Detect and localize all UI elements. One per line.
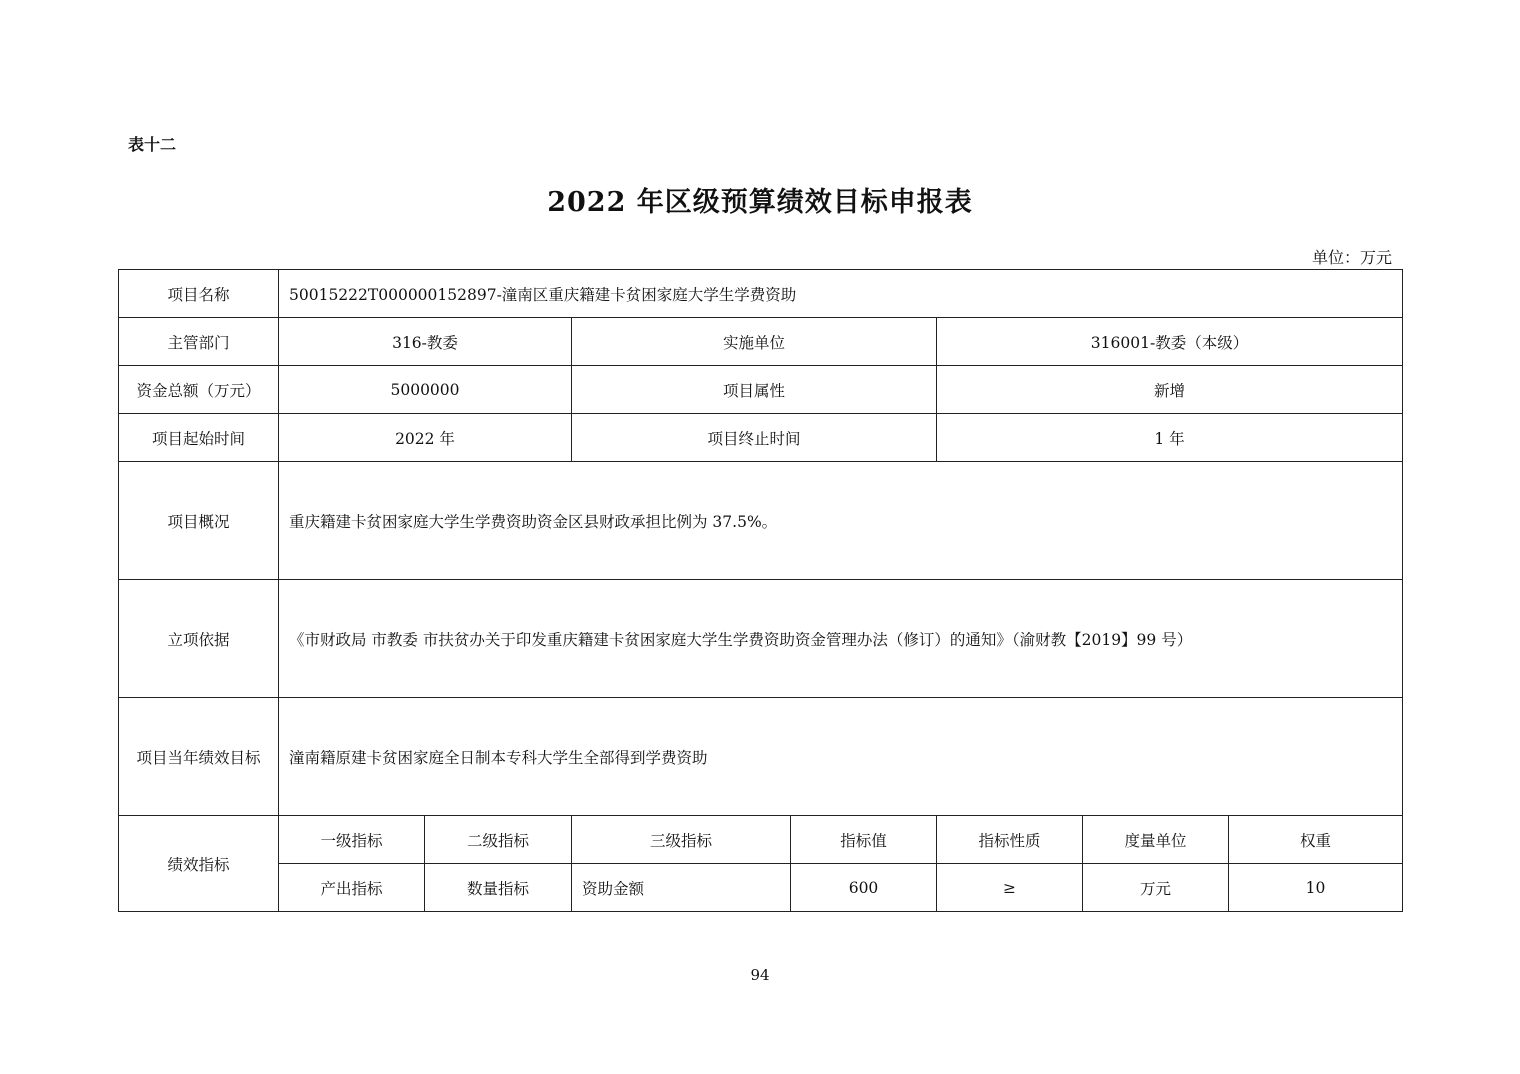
attr-value: 新增 bbox=[937, 366, 1403, 414]
indicator-header: 度量单位 bbox=[1083, 816, 1229, 864]
start-time-label: 项目起始时间 bbox=[119, 414, 279, 462]
row-goal bbox=[119, 698, 1403, 816]
goal-value: 潼南籍原建卡贫困家庭全日制本专科大学生全部得到学费资助 bbox=[279, 698, 1403, 816]
budget-performance-table bbox=[118, 269, 1403, 912]
basis-label: 立项依据 bbox=[119, 580, 279, 698]
indicator-weight: 10 bbox=[1229, 864, 1403, 912]
indicator-header: 三级指标 bbox=[572, 816, 791, 864]
indicator-level3: 资助金额 bbox=[572, 864, 791, 912]
indicator-header: 权重 bbox=[1229, 816, 1403, 864]
row-basis bbox=[119, 580, 1403, 698]
unit-note: 单位：万元 bbox=[1311, 248, 1392, 267]
start-time-value: 2022 年 bbox=[279, 414, 572, 462]
indicator-unit: 万元 bbox=[1083, 864, 1229, 912]
indicators-label: 绩效指标 bbox=[119, 816, 279, 912]
indicator-header: 指标性质 bbox=[937, 816, 1083, 864]
indicator-level2: 数量指标 bbox=[425, 864, 572, 912]
overview-value: 重庆籍建卡贫困家庭大学生学费资助资金区县财政承担比例为 37.5%。 bbox=[279, 462, 1403, 580]
funds-label: 资金总额（万元） bbox=[119, 366, 279, 414]
row-overview bbox=[119, 462, 1403, 580]
table-number-label: 表十二 bbox=[128, 135, 177, 154]
indicator-level1: 产出指标 bbox=[279, 864, 425, 912]
funds-value: 5000000 bbox=[279, 366, 572, 414]
row-time bbox=[119, 414, 1403, 462]
page-number: 94 bbox=[750, 966, 770, 984]
attr-label: 项目属性 bbox=[572, 366, 937, 414]
row-department bbox=[119, 318, 1403, 366]
indicator-header-row bbox=[119, 816, 1403, 864]
project-name-value: 50015222T000000152897-潼南区重庆籍建卡贫困家庭大学生学费资助 bbox=[279, 270, 1403, 318]
goal-label: 项目当年绩效目标 bbox=[119, 698, 279, 816]
indicator-value: 600 bbox=[791, 864, 937, 912]
end-time-value: 1 年 bbox=[937, 414, 1403, 462]
document-title: 2022 年区级预算绩效目标申报表 bbox=[547, 187, 973, 218]
basis-value: 《市财政局 市教委 市扶贫办关于印发重庆籍建卡贫困家庭大学生学费资助资金管理办法（修订）的通知》（渝财教【2019】99 号） bbox=[279, 580, 1403, 698]
impl-unit-value: 316001-教委（本级） bbox=[937, 318, 1403, 366]
dept-value: 316-教委 bbox=[279, 318, 572, 366]
dept-label: 主管部门 bbox=[119, 318, 279, 366]
indicator-row bbox=[119, 864, 1403, 912]
indicator-header: 一级指标 bbox=[279, 816, 425, 864]
impl-unit-label: 实施单位 bbox=[572, 318, 937, 366]
project-name-label: 项目名称 bbox=[119, 270, 279, 318]
indicator-header: 指标值 bbox=[791, 816, 937, 864]
indicator-header: 二级指标 bbox=[425, 816, 572, 864]
row-project-name bbox=[119, 270, 1403, 318]
end-time-label: 项目终止时间 bbox=[572, 414, 937, 462]
row-funds bbox=[119, 366, 1403, 414]
overview-label: 项目概况 bbox=[119, 462, 279, 580]
indicator-nature: ≥ bbox=[937, 864, 1083, 912]
